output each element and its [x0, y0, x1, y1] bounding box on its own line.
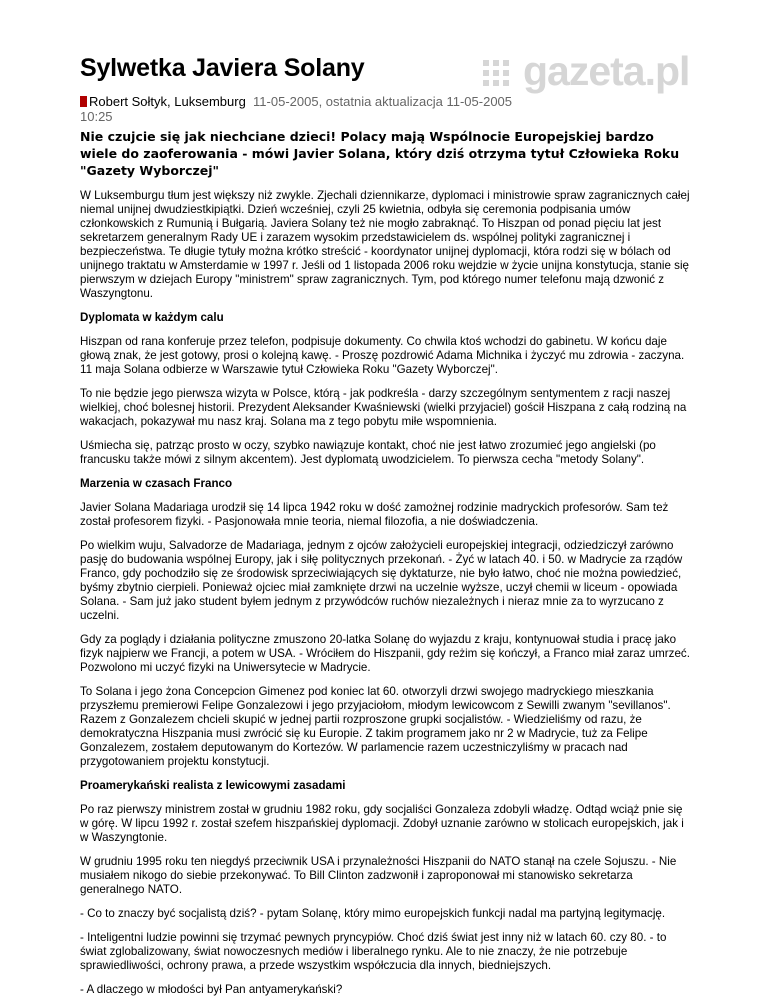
- paragraph: Gdy za poglądy i działania polityczne zmuszono 20-latka Solanę do wyjazdu z kraju, kontynuował studia i pracę jako fizyk najpierw we Francji, a potem w USA. - Wróciłem do Hiszpanii, gdy reżim się kończył, a Franco miał zaraz umrzeć. Pozwolono mi uczyć fizyki na Uniwersytecie w Madrycie.: [80, 633, 690, 674]
- paragraph: Uśmiecha się, patrząc prosto w oczy, szybko nawiązuje kontakt, choć nie jest łatwo zrozumieć jego angielski (po francusku także mówi z silnym akcentem). Jest dyplomatą uwodzicielem. To pierwsza cecha "metody Solany".: [80, 439, 656, 466]
- logo-dots-icon: [483, 58, 519, 94]
- section-heading: Marzenia w czasach Franco: [80, 477, 233, 490]
- paragraph: - Inteligentni ludzie powinni się trzymać pewnych pryncypiów. Choć dziś świat jest inny niż w latach 60. czy 80. - to świat zglobalizowany, świat nowoczesnych mediów i liberalnego rynku. Ale to nie znaczy, że nie potrzebuje sprawiedliwości, ochrony prawa, a przede wszystkim współczucia dla innych, biedniejszych.: [80, 931, 667, 972]
- article-lead: Nie czujcie się jak niechciane dzieci! Polacy mają Wspólnocie Europejskiej bardzo wiele do zaoferowania - mówi Javier Solana, który dziś otrzyma tytuł Człowieka Roku "Gazety Wyborczej": [80, 129, 680, 178]
- paragraph: W grudniu 1995 roku ten niegdyś przeciwnik USA i przynależności Hiszpanii do NATO stanął na czele Sojuszu. - Nie musiałem nikogo do siebie przekonywać. To Bill Clinton zadzwonił i zaproponował mi stanowisko sekretarza generalnego NATO.: [80, 855, 677, 896]
- paragraph: Po raz pierwszy ministrem został w grudniu 1982 roku, gdy socjaliści Gonzaleza zdobyli władzę. Odtąd wciąż pnie się w górę. W lipcu 1992 r. został szefem hiszpańskiej dyplomacji. Zdobył uznanie zarówno w stolicach europejskich, jak i w Waszyngtonie.: [80, 803, 684, 844]
- paragraph: W Luksemburgu tłum jest większy niż zwykle. Zjechali dziennikarze, dyplomaci i ministrowie spraw zagranicznych całej niemal unijnej dwudziestkipiątki. Dzień wcześniej, czyli 25 kwietnia, odbyła się ceremonia podpisania umów członkowskich z Rumunią i Bułgarią. Javiera Solany też nie mogło zabraknąć. To Hiszpan od ponad pięciu lat jest sekretarzem generalnym Rady UE i zarazem wysokim przedstawicielem ds. wspólnej polityki zagranicznej i bezpieczeństwa. Te długie tytuły można krótko streścić - koordynator unijnej dyplomacji, która rodzi się w bólach od unijnego traktatu w Amsterdamie w 1997 r. Jeśli od 1 listopada 2006 roku wejdzie w życie unijna konstytucja, stanie się pierwszym w dziejach Europy "ministrem" spraw zagranicznych. Tym, pod którego numer telefonu mają dzwonić z Waszyngtonu.: [80, 189, 690, 300]
- paragraph: Hiszpan od rana konferuje przez telefon, podpisuje dokumenty. Co chwila ktoś wchodzi do gabinetu. W końcu daje głową znak, że jest gotowy, prosi o kolejną kawę. - Proszę pozdrowić Adama Michnika i życzyć mu zdrowia - zaczyna. 11 maja Solana odbierze w Warszawie tytuł Człowieka Roku "Gazety Wyborczej".: [80, 335, 685, 376]
- paragraph: To nie będzie jego pierwsza wizyta w Polsce, którą - jak podkreśla - darzy szczególnym sentymentem z racji naszej wielkiej, choć bolesnej historii. Prezydent Aleksander Kwaśniewski (wielki przyjaciel) gościł Hiszpana z całą rodziną na wakacjach, pokazywał mu nasz kraj. Solana ma z tego pobytu miłe wspomnienia.: [80, 387, 687, 428]
- article-title: Sylwetka Javiera Solany: [80, 54, 365, 82]
- byline-marker-icon: [80, 96, 87, 107]
- paragraph: - Co to znaczy być socjalistą dziś? - pytam Solanę, który mimo europejskich funkcji nadal ma partyjną legitymację.: [80, 907, 666, 920]
- gazeta-logo[interactable]: [483, 48, 690, 98]
- paragraph: - A dlaczego w młodości był Pan antyamerykański?: [80, 983, 343, 996]
- paragraph: Javier Solana Madariaga urodził się 14 lipca 1942 roku w dość zamożnej rodzinie madryckich profesorów. Sam też został profesorem fizyki. - Pasjonowała mnie teoria, niemal filozofia, a nie doświadczenia.: [80, 501, 669, 528]
- byline-author: Robert Sołtyk, Luksemburg: [89, 94, 246, 109]
- section-heading: Dyplomata w każdym calu: [80, 311, 224, 324]
- byline-time: 10:25: [80, 109, 113, 124]
- logo-text: gazeta.pl: [523, 48, 690, 94]
- paragraph: To Solana i jego żona Concepcion Gimenez pod koniec lat 60. otworzyli drzwi swojego madryckiego mieszkania przyszłemu premierowi Felipe Gonzalezowi i jego przyjaciołom, młodym lewicowcom z Sewilli zwanym "sevillanos". Razem z Gonzalezem chcieli skupić w jednej partii rozproszone grupki socjalistów. - Wiedzieliśmy od razu, że demokratyczna Hiszpania musi zwrócić się ku Europie. Z takim programem jako nr 2 w Madrycie, tuż za Felipe Gonzalezem, zostałem deputowanym do Kortezów. W parlamencie razem uczestniczyliśmy w pracach nad przygotowaniem projektu konstytucji.: [80, 685, 671, 768]
- section-heading: Proamerykański realista z lewicowymi zasadami: [80, 779, 346, 792]
- article-body: [80, 128, 692, 1007]
- paragraph: Po wielkim wuju, Salvadorze de Madariaga, jednym z ojców założycieli europejskiej integracji, odziedziczył zarówno pasję do budowania wspólnej Europy, jak i siłę politycznych przekonań. - Żyć w latach 40. i 50. w Madrycie za rządów Franco, gdy pochodziło się ze środowisk sprzeciwiających się dyktaturze, nie było łatwo, choć nie można powiedzieć, byśmy zbytnio cierpieli. Ponieważ ojciec miał zamknięte drzwi na uczelnie wyższe, uczył chemii w liceum - opowiada Solana. - Sam już jako student byłem jednym z przywódców ruchów niezależnych i nieraz mnie za to wyrzucano z uczelni.: [80, 539, 683, 622]
- byline: [80, 94, 550, 124]
- byline-date: 11-05-2005, ostatnia aktualizacja 11-05-2005: [253, 94, 513, 109]
